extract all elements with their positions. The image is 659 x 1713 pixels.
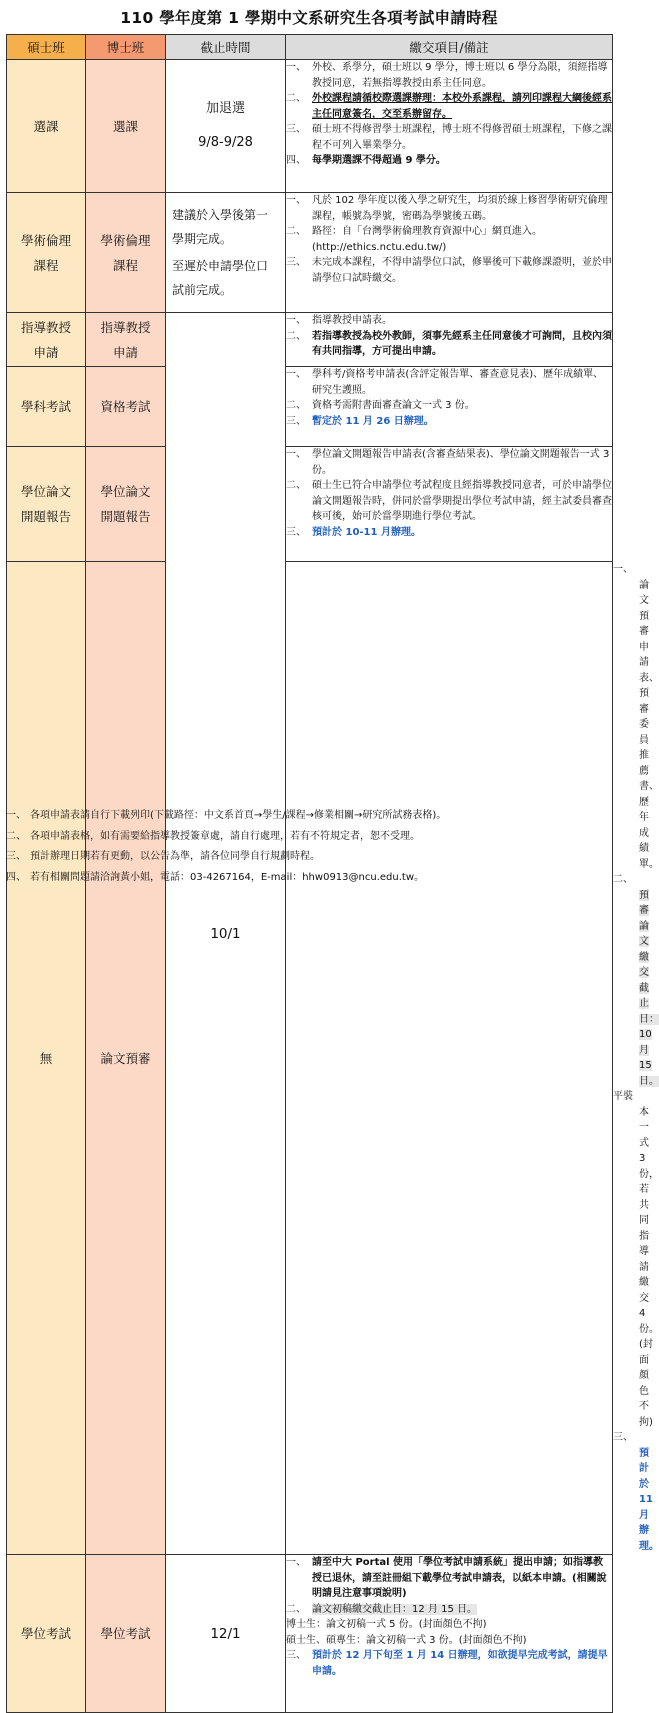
- note-item: 一、 外校、系學分，碩士班以 9 學分，博士班以 6 學分為限，須經指導教授同意，若無指導教授由系主任同意。: [286, 62, 608, 89]
- note-item: 一、 指導教授申請表。: [286, 315, 392, 326]
- table-row: [7, 60, 613, 193]
- note-item: 三、 暫定於 11 月 26 日辦理。: [286, 415, 434, 427]
- footer-item: 四、 若有相關問題請洽詢黃小姐，電話：03-4267164，E-mail：hhw0913@ncu.edu.tw。: [6, 871, 424, 883]
- header-deadline: 截止時間: [166, 35, 286, 60]
- page-title: 110 學年度第 1 學期中文系研究生各項考試申請時程: [120, 9, 498, 27]
- notes-cell: [286, 193, 613, 313]
- note-item: 二、 碩士生已符合申請學位考試程度且經指導教授同意者，可於申請學位論文開題報告時，併同於當學期提出學位考試申請，經主試委員審查核可後，始可於當學期進行學位考試。: [286, 480, 612, 522]
- deadline-value: 10/1: [210, 925, 241, 942]
- note-item: 二、 路徑：自「台灣學術倫理教育資源中心」網頁進入。(http://ethics.nctu.edu.tw/): [286, 226, 542, 253]
- notes-cell: [286, 1555, 613, 1713]
- table-row: [7, 1555, 613, 1713]
- table-row: [7, 562, 613, 1555]
- phd-cell: 選課: [86, 60, 166, 193]
- footer-notes: [6, 806, 612, 888]
- deadline-line: 至遲於申請學位口試前完成。: [172, 259, 269, 297]
- table-row: [7, 447, 613, 562]
- note-item: 三、預計於 11 月辦理。: [613, 1432, 659, 1552]
- footer-item: 三、 預計辦理日期若有更動，以公告為準，請各位同學自行規劃時程。: [6, 851, 320, 862]
- note-item: 一、 凡於 102 學年度以後入學之研究生，均須於線上修習學術研究倫理課程，帳號為學號，密碼為學號後五碼。: [286, 195, 608, 222]
- header-phd: 博士班: [86, 35, 166, 60]
- deadline-cell-empty: [286, 562, 613, 1555]
- note-item: 三、 未完成本課程，不得申請學位口試，修畢後可下載修課證明，並於申請學位口試時繳交。: [286, 257, 612, 284]
- phd-cell: 論文預審: [86, 562, 166, 1555]
- deadline-cell: [166, 193, 286, 313]
- ms-cell: 學科考試: [7, 367, 86, 447]
- note-item: 一、論文預審申請表、預審委員推薦書、歷年成績單。: [613, 564, 659, 870]
- note-item: 一、 請至中大 Portal 使用「學位考試申請系統」提出申請；如指導教授已退休，請至註冊組下載學位考試申請表，以紙本申請。(相關說明請見注意事項說明): [286, 1557, 607, 1599]
- note-item: 二、 外校課程請循校際選課辦理：本校外系課程，請列印課程大綱後經系主任同意簽名，交至系辦留存。: [286, 93, 612, 120]
- ms-cell: 選課: [7, 60, 86, 193]
- header-ms: 碩士班: [7, 35, 86, 60]
- footer-item: 二、 各項申請表格，如有需要給指導教授簽章處，請自行處理，若有不符規定者，恕不受理。: [6, 830, 420, 842]
- phd-cell: 資格考試: [86, 367, 166, 447]
- deadline-line: 9/8-9/28: [198, 135, 253, 150]
- table-row: [7, 313, 613, 367]
- ms-cell: 學位論文 開題報告: [7, 447, 86, 562]
- notes-cell: [286, 60, 613, 193]
- ms-cell: 指導教授 申請: [7, 313, 86, 367]
- notes-cell: [286, 447, 613, 562]
- ms-cell: 學術倫理 課程: [7, 193, 86, 313]
- table-row: [7, 193, 613, 313]
- note-item: 二、 論文初稿繳交截止日：12 月 15 日。 博士生：論文初稿一式 5 份。(封面顏色不拘) 碩士生、碩專生：論文初稿一式 3 份。(封面顏色不拘): [286, 1603, 527, 1646]
- table-header-row: [7, 35, 613, 60]
- notes-cell: [286, 367, 613, 447]
- footer-item: 一、 各項申請表請自行下載列印(下載路徑：中文系首頁→學生/課程→修業相關→研究所試務表格)。: [6, 810, 447, 821]
- notes-cell: [286, 313, 613, 367]
- deadline-cell: [166, 60, 286, 193]
- phd-cell: 學術倫理 課程: [86, 193, 166, 313]
- phd-cell: 學位論文 開題報告: [86, 447, 166, 562]
- phd-cell: 指導教授 申請: [86, 313, 166, 367]
- deadline-cell-merged: [166, 313, 286, 1555]
- note-item: 三、 預計於 10-11 月辦理。: [286, 526, 421, 538]
- note-item: 二、 若指導教授為校外教師，須事先經系主任同意後才可詢問，且校內須有共同指導，方可提出申請。: [286, 330, 612, 357]
- note-item: 一、 學科考/資格考申請表(含評定報告單、審查意見表)、歷年成績單、研究生護照。: [286, 369, 604, 396]
- note-item: 二、 資格考需附書面審查論文一式 3 份。: [286, 400, 475, 411]
- note-item: 一、 學位論文開題報告申請表(含審查結果表)、學位論文開題報告一式 3 份。: [286, 449, 610, 476]
- phd-cell: 學位考試: [86, 1555, 166, 1713]
- table-row: [7, 367, 613, 447]
- note-item: 三、 預計於 12 月下旬至 1 月 14 日辦理，如欲提早完成考試，請提早申請。: [286, 1650, 608, 1677]
- deadline-line: 建議於入學後第一學期完成。: [172, 208, 269, 246]
- ms-cell: 學位考試: [7, 1555, 86, 1713]
- note-item: 三、 碩士班不得修習學士班課程，博士班不得修習碩士班課程，下修之課程不可列入畢業學分。: [286, 124, 612, 151]
- note-item: 四、 每學期選課不得超過 9 學分。: [286, 155, 446, 166]
- deadline-line: 加退選: [205, 101, 245, 116]
- header-notes: 繳交項目/備註: [286, 35, 613, 60]
- deadline-cell: 12/1: [166, 1555, 286, 1713]
- note-item: 二、預審論文繳交截止日：10 月 15 日。 平裝本一式 3 份，若共同指導請繳交 4 份。 (封面顏色不拘): [613, 874, 659, 1428]
- ms-cell: 無: [7, 562, 86, 1555]
